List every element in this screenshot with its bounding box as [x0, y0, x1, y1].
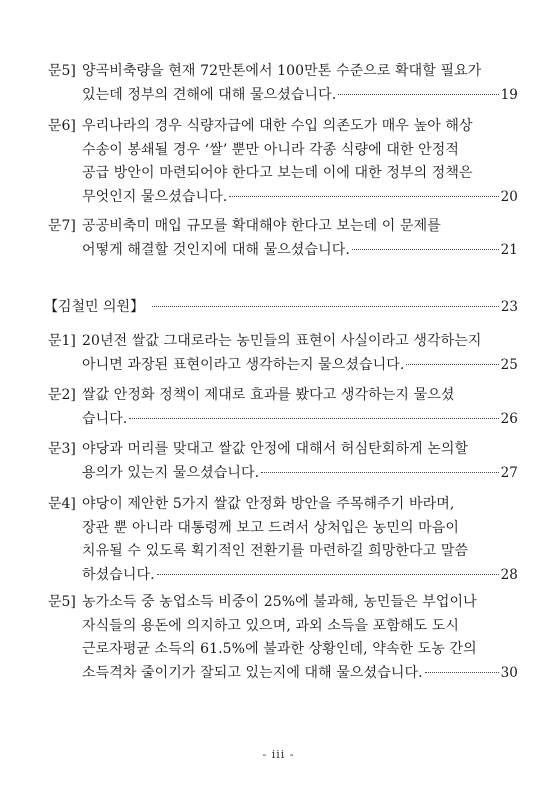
- question-entry: [48, 330, 518, 377]
- toc-leader-line: [82, 239, 518, 263]
- question-number: 문5]: [48, 63, 76, 79]
- toc-leader-line: [82, 354, 518, 378]
- question-text-line: 수송이 봉쇄될 경우 ‘쌀’ 뿐만 아니라 각종 식량에 대한 안정적: [82, 141, 460, 158]
- question-entry: [48, 493, 518, 587]
- question-text-tail: 용의가 있는지 물으셨습니다.: [82, 464, 260, 481]
- dot-leader: [352, 249, 499, 250]
- section-title: 【김철민 의원】: [44, 299, 145, 315]
- question-text-line: 치유될 수 있도록 획기적인 전환기를 마련하길 희망한다고 말씀: [82, 543, 469, 560]
- toc-leader-line: [82, 462, 518, 486]
- question-entry: [48, 115, 518, 209]
- question-entry: [48, 591, 518, 685]
- question-text-line: 자식들의 용돈에 의지하고 있으며, 과외 소득을 포함해도 도시: [82, 617, 459, 634]
- question-text-line: 쌀값 안정화 정책이 제대로 효과를 봤다고 생각하는지 물으셨: [82, 387, 455, 403]
- question-number: 문7]: [48, 218, 76, 234]
- page-number: 25: [500, 356, 518, 373]
- page-footer-number: - iii -: [262, 748, 295, 761]
- question-number: 문1]: [48, 333, 76, 349]
- question-text-tail: 소득격차 줄이기가 잘되고 있는지에 대해 물으셨습니다.: [82, 664, 423, 681]
- page-number: 19: [500, 86, 518, 103]
- dot-leader: [129, 418, 498, 419]
- question-text-line: 장관 뿐 아니라 대통령께 보고 드려서 상처입은 농민의 마음이: [82, 519, 459, 536]
- toc-leader-line: [82, 84, 518, 108]
- question-entry: [48, 384, 518, 431]
- question-text-line: 양곡비축량을 현재 72만톤에서 100만톤 수준으로 확대할 필요가: [82, 63, 482, 79]
- question-text-tail: 아니면 과장된 표현이라고 생각하는지 물으셨습니다.: [82, 356, 405, 373]
- question-entry: [48, 60, 518, 107]
- toc-leader-line: [82, 564, 518, 588]
- dot-leader: [406, 364, 498, 365]
- question-text-line: 근로자평균 소득의 61.5%에 불과한 상황인데, 약속한 도농 간의: [82, 641, 477, 658]
- page-number: 30: [500, 664, 518, 681]
- question-number: 문5]: [48, 594, 76, 610]
- question-text-line: 20년전 쌀값 그대로라는 농민들의 표현이 사실이라고 생각하는지: [82, 333, 482, 349]
- question-text-tail: 습니다.: [82, 410, 128, 427]
- page-number: 28: [500, 566, 518, 583]
- question-text-tail: 어떻게 해결할 것인지에 대해 물으셨습니다.: [82, 241, 350, 258]
- question-entry: [48, 215, 518, 262]
- dot-leader: [338, 94, 498, 95]
- question-number: 문2]: [48, 387, 76, 403]
- page-number: 20: [500, 188, 518, 205]
- dot-leader: [157, 574, 499, 575]
- question-text-line: 야당과 머리를 맞대고 쌀값 안정에 대해서 허심탄회하게 논의할: [82, 441, 469, 457]
- dot-leader: [425, 672, 499, 673]
- question-number: 문6]: [48, 118, 76, 134]
- dot-leader: [152, 306, 499, 307]
- question-entry: [48, 438, 518, 485]
- page-number: 27: [500, 464, 518, 481]
- question-text-line: 공공비축미 매입 규모를 확대해야 한다고 보는데 이 문제를: [82, 218, 441, 234]
- question-text-tail: 무엇인지 물으셨습니다.: [82, 188, 228, 205]
- page-number: 21: [500, 241, 518, 258]
- toc-leader-line: [82, 662, 518, 686]
- toc-leader-line: [82, 408, 518, 432]
- toc-leader-line: [82, 186, 518, 210]
- page-number: 23: [500, 299, 518, 315]
- dot-leader: [261, 472, 498, 473]
- question-number: 문3]: [48, 441, 76, 457]
- question-text-line: 농가소득 중 농업소득 비중이 25%에 불과해, 농민들은 부업이나: [82, 594, 477, 610]
- question-text-line: 공급 방안이 마련되어야 한다고 보는데 이에 대한 정부의 정책은: [82, 165, 473, 182]
- question-text-line: 우리나라의 경우 식량자급에 대한 수입 의존도가 매우 높아 해상: [82, 118, 473, 134]
- page-number: 26: [500, 410, 518, 427]
- question-text-tail: 있는데 정부의 견해에 대해 물으셨습니다.: [82, 86, 337, 103]
- question-text-line: 야당이 제안한 5가지 쌀값 안정화 방안을 주목해주기 바라며,: [82, 496, 455, 512]
- question-text-tail: 하셨습니다.: [82, 566, 155, 583]
- dot-leader: [229, 196, 498, 197]
- question-number: 문4]: [48, 496, 76, 512]
- section-heading: [44, 296, 518, 319]
